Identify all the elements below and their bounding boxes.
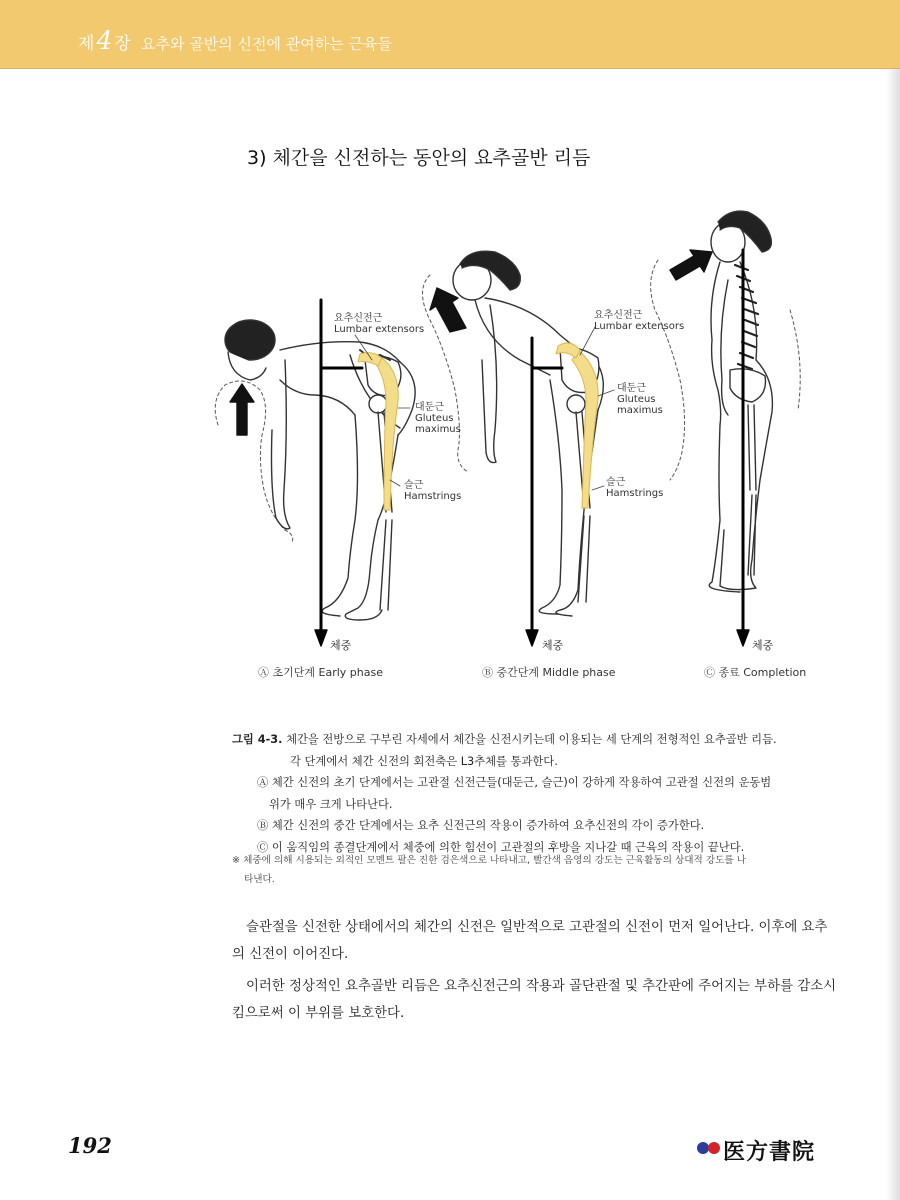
body-paragraph-2: 이러한 정상적인 요추골반 리듬은 요추신전근의 작용과 골단관절 및 추간판에 주어지는 부하를 감소시킴으로써 이 부위를 보호한다.	[232, 979, 837, 1021]
body-text	[232, 914, 837, 1032]
caption-item-a-1: Ⓐ 체간 신전의 초기 단계에서는 고관절 신전근들(대둔근, 슬근)이 강하게 작용하여 고관절 신전의 운동범	[257, 776, 772, 789]
label-gluteus-maximus-b: 대둔근 Gluteus maximus	[617, 383, 663, 416]
figure-illustration	[200, 190, 840, 700]
label-body-weight-a: 체중	[330, 639, 352, 652]
phase-caption-a: Ⓐ 초기단계 Early phase	[258, 666, 383, 679]
label-gluteus-maximus-a: 대둔근 Gluteus maximus	[415, 402, 461, 435]
label-body-weight-c: 체중	[752, 639, 774, 652]
caption-item-a-2: 위가 매우 크게 나타난다.	[269, 797, 393, 811]
figure-note: ※ 체중에 의해 시용되는 외적인 모멘트 팔은 진한 검은색으로 나타내고, 빨간색 음영의 강도는 근육활동의 상대적 강도를 나 타낸다.	[232, 855, 746, 885]
publisher-dots-icon	[697, 1141, 721, 1155]
label-hamstrings-b: 슬근 Hamstrings	[606, 477, 664, 499]
section-title: 3) 체간을 신전하는 동안의 요추골반 리듬	[247, 147, 591, 169]
figure-lumbopelvic-rhythm	[200, 190, 840, 700]
chapter-title: 요추와 골반의 신전에 관여하는 근육들	[141, 35, 392, 53]
page-edge-shadow	[886, 68, 900, 1200]
caption-line-1: 그림 4-3. 체간을 전방으로 구부린 자세에서 체간을 신전시키는데 이용되는 세 단계의 전형적인 요추골반 리듬.	[232, 733, 777, 746]
page-number: 192	[68, 1133, 112, 1158]
phase-caption-b: Ⓑ 중간단계 Middle phase	[482, 666, 616, 679]
chapter-number: 제4 장	[78, 26, 131, 55]
caption-line-2: 각 단계에서 체간 신전의 회전축은 L3추체를 통과한다.	[290, 754, 558, 768]
label-lumbar-extensors-a: 요추신전근 Lumbar extensors	[334, 313, 425, 335]
label-lumbar-extensors-b: 요추신전근 Lumbar extensors	[594, 310, 685, 332]
label-hamstrings-a: 슬근 Hamstrings	[404, 480, 462, 502]
body-paragraph-1: 슬관절을 신전한 상태에서의 체간의 신전은 일반적으로 고관절의 신전이 먼저 일어난다. 이후에 요추의 신전이 이어진다.	[232, 920, 828, 962]
caption-label: 그림 4-3.	[232, 733, 283, 746]
chapter-header-bar	[0, 0, 900, 69]
publisher-name: 医方書院	[723, 1139, 816, 1165]
phase-caption-c: Ⓒ 종료 Completion	[704, 666, 807, 679]
label-body-weight-b: 체중	[542, 639, 564, 652]
caption-item-b: Ⓑ 체간 신전의 중간 단계에서는 요추 신전근의 작용이 증가하여 요추신전의 각이 증가한다.	[257, 819, 705, 832]
figure-caption	[232, 729, 842, 858]
caption-item-c: Ⓒ 이 움직임의 종결단계에서 체중에 의한 힘선이 고관절의 후방을 지나갈 때 근육의 작용이 끝난다.	[257, 840, 745, 854]
